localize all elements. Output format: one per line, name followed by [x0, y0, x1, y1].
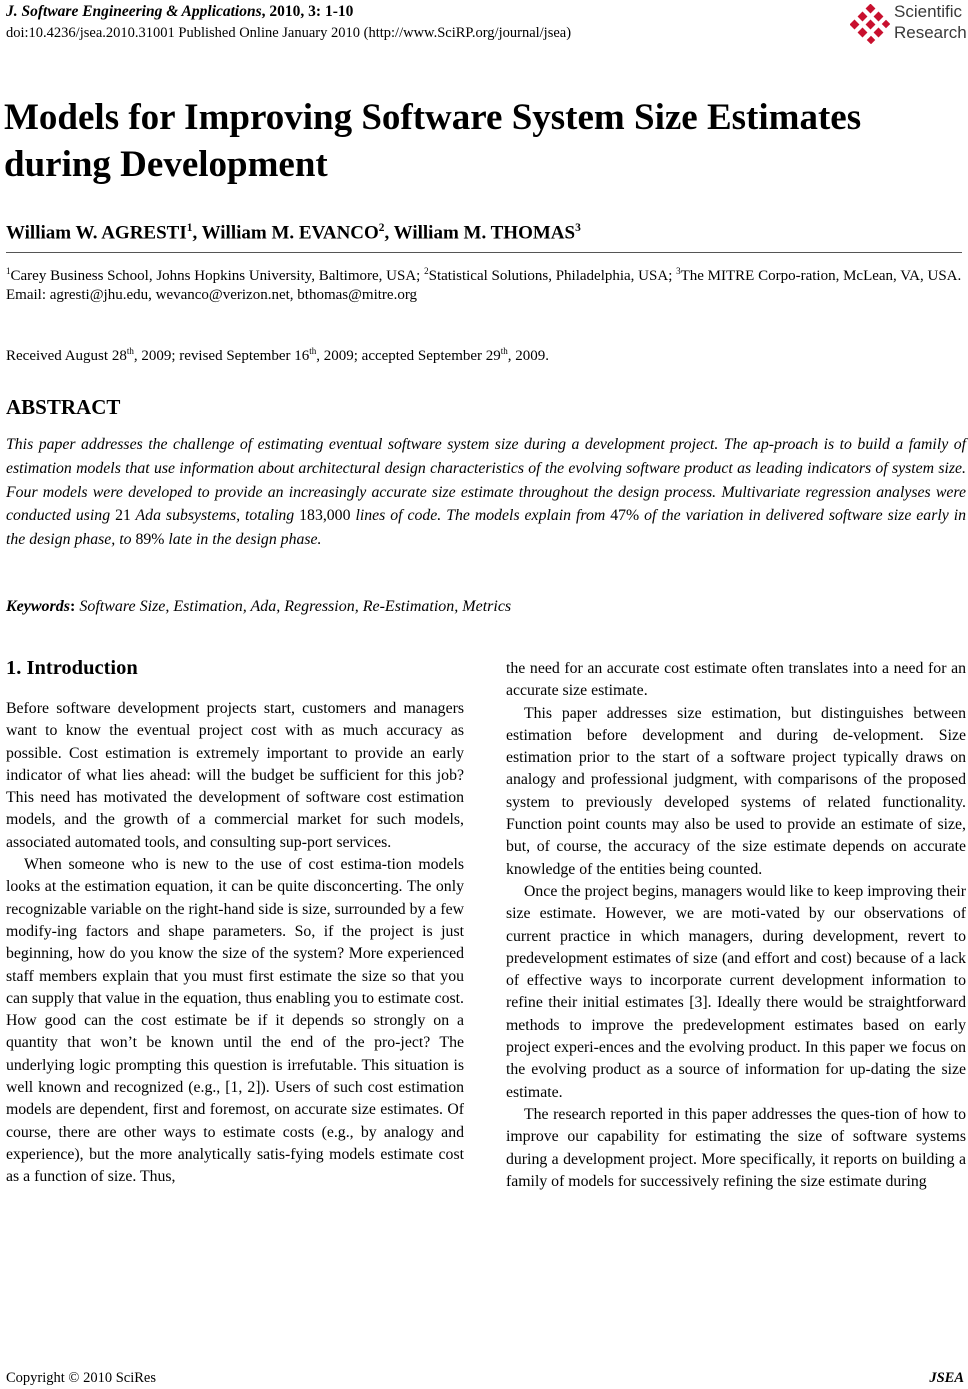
- author-list: [6, 222, 581, 244]
- doi-line[interactable]: doi:10.4236/jsea.2010.31001 Published Online January 2010 (http://www.SciRP.org/journal/jsea): [6, 25, 572, 41]
- accepted-text: , 2009; accepted September 29: [316, 348, 501, 364]
- keywords-value: Software Size, Estimation, Ada, Regression, Re-Estimation, Metrics: [79, 598, 512, 615]
- author-separator: ,: [384, 222, 394, 244]
- body-paragraph: The research reported in this paper addresses the ques-tion of how to improve our capability for estimating the size of software systems during a development project. More specifically, it reports on building a family of models for successively refining the size estimate during: [506, 1105, 966, 1190]
- abstract-body: [6, 433, 966, 552]
- abstract-number: 183,000: [299, 507, 351, 525]
- keywords-label: Keywords: [6, 598, 70, 615]
- affiliations: [6, 262, 964, 305]
- body-paragraph: Once the project begins, managers would like to keep improving their size estimate. However, we are moti-vated by our observations of current practice in which managers, during development, revert to predevelopment estimates of size (and effort and cost) because of a lack of effective ways to incorporate current development information to refine their initial estimates [3]. Ideally there would be straightforward methods to improve the predevelopment estimates based on early project experi-ences and the evolving product. In this paper we focus on the evolving product as a source of information for up-dating the size estimate.: [506, 882, 966, 1101]
- logo-text-scientific: Scientific: [894, 2, 963, 21]
- footer-journal: JSEA: [929, 1370, 964, 1386]
- ordinal-suffix: th: [500, 346, 508, 356]
- abstract-number: 21: [115, 507, 131, 525]
- affiliation-mark: 1: [6, 266, 11, 276]
- affiliation-mark: 2: [424, 266, 429, 276]
- author-name: William M. THOMAS: [393, 222, 576, 244]
- abstract-text: Ada subsystems, totaling: [130, 507, 300, 525]
- author-separator: ,: [192, 222, 202, 244]
- revised-text: , 2009; revised September 16: [133, 348, 310, 364]
- affiliation-3: The MITRE Corpo-ration, McLean, VA, USA.: [680, 268, 962, 284]
- logo-text-research: Research: [894, 23, 967, 42]
- footer-copyright: Copyright © 2010 SciRes: [6, 1370, 156, 1386]
- author-affiliation-mark: 1: [186, 222, 193, 234]
- body-paragraph: When someone who is new to the use of cost estima-tion models looks at the estimation equation, it can be quite disconcerting. The only recognizable variable on the right-hand side is size, surrounded by a few modify-ing factors and shape parameters. So, if the project is just beginning, how do you know the size of the system? More experienced staff members explain that you must first estimate the size so that you can supply that value in the equation, thus enabling you to estimate cost. How good can the cost estimate be if it depends so strongly on a quantity that won’t be known until the end of the pro-ject? The underlying logic prompting this question is irrefutable. This situation is well known and recognized (e.g., [1, 2]). Users of such cost estimation models are dependent, first and foremost, on accurate size estimates. Of course, there are other ways to estimate costs (e.g., by analogy and experience), but the more analytically satis-fying models estimate cost as a function of size. Thus,: [6, 856, 465, 1186]
- author-affiliation-mark: 2: [378, 222, 385, 234]
- keywords: [6, 598, 511, 616]
- keywords-colon: :: [70, 598, 80, 615]
- journal-citation: [6, 3, 353, 21]
- ordinal-suffix: th: [309, 346, 317, 356]
- email-line[interactable]: Email: agresti@jhu.edu, wevanco@verizon.net, bthomas@mitre.org: [6, 287, 418, 303]
- abstract-text: lines of code. The models explain from: [350, 507, 611, 525]
- year-text: , 2009.: [507, 348, 550, 364]
- abstract-heading: ABSTRACT: [6, 395, 121, 419]
- abstract-text: late in the design phase.: [164, 531, 322, 549]
- scientific-research-logo: [850, 2, 968, 46]
- scientific-research-logo-icon: [850, 4, 890, 44]
- body-paragraph: the need for an accurate cost estimate often translates into a need for an accurate size estimate.: [506, 660, 966, 700]
- affiliation-2: Statistical Solutions, Philadelphia, USA;: [428, 268, 677, 284]
- body-column-left: [6, 698, 464, 1189]
- header-divider: [6, 252, 962, 253]
- author-name: William W. AGRESTI: [6, 222, 187, 244]
- body-paragraph: Before software development projects start, customers and managers want to know the eventual project cost with as much accuracy as possible. Cost estimation is extremely important to provide an early indicator of what lies ahead: will the budget be sufficient for this job? This need has motivated the development of software cost estimation models, and the growth of a commercial market for such models, associated automated tools, and consulting sup-port services.: [6, 700, 464, 851]
- author-affiliation-mark: 3: [575, 222, 581, 234]
- abstract-number: 89%: [135, 531, 165, 549]
- section-heading-introduction: 1. Introduction: [6, 657, 138, 679]
- author-name: William M. EVANCO: [201, 222, 379, 244]
- paper-title: Models for Improving Software System Size Estimates during Development: [4, 97, 862, 185]
- ordinal-suffix: th: [126, 346, 134, 356]
- body-column-right: [506, 658, 966, 1193]
- affiliation-1: Carey Business School, Johns Hopkins University, Baltimore, USA;: [10, 268, 425, 284]
- abstract-text: of the variation in delivered software size early in the design phase, to: [6, 507, 966, 549]
- body-paragraph: This paper addresses size estimation, but distinguishes between estimation before development and during de-velopment. Size estimation prior to the start of a software project typically draws on analogy and professional judgment, with comparisons of the proposed system to previously developed systems of related functionality. Function point counts may also be used to provide an estimate of size, but, of course, the accuracy of the size estimate depends on accurate knowledge of the entities being counted.: [506, 704, 966, 878]
- affiliation-mark: 3: [676, 266, 681, 276]
- journal-name: J. Software Engineering & Applications: [6, 3, 262, 20]
- abstract-text: This paper addresses the challenge of estimating eventual software system size during a development project. The ap-proach is to build a family of estimation models that use information about architectural design characteristics of the evolving software product as leading indicators of system size. Four models were developed to provide an increasingly accurate size estimate throughout the design process. Multivariate regression analyses were conducted using: [6, 436, 966, 525]
- abstract-number: 47%: [610, 507, 640, 525]
- received-text: Received August 28: [6, 348, 127, 364]
- received-dates: [6, 346, 549, 365]
- journal-issue: , 2010, 3: 1-10: [261, 3, 354, 20]
